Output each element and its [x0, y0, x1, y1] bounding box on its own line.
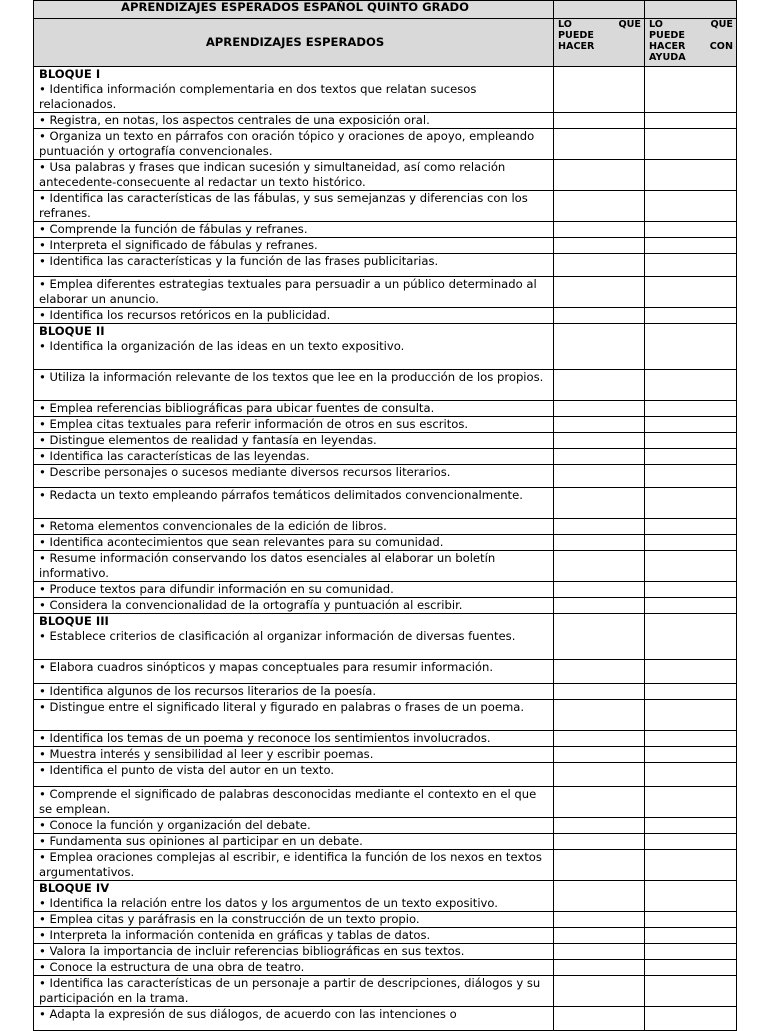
outcome-text: • Comprende la función de fábulas y refranes.	[39, 222, 308, 236]
outcome-cell	[34, 191, 554, 222]
table-row	[34, 598, 737, 614]
outcome-cell	[34, 417, 554, 433]
outcome-text: • Identifica la relación entre los datos y los argumentos de un texto expositivo.	[39, 896, 498, 910]
can-do-checkbox-cell[interactable]	[554, 1007, 645, 1031]
outcome-cell	[34, 308, 554, 324]
table-row	[34, 944, 737, 960]
table-row	[34, 731, 737, 747]
outcome-cell	[34, 519, 554, 535]
outcome-text: • Resume información conservando los datos esenciales al elaborar un boletín informativo.	[39, 551, 496, 580]
can-do-with-help-checkbox-cell[interactable]	[645, 551, 737, 582]
can-do-with-help-checkbox-cell[interactable]	[645, 582, 737, 598]
outcome-text: • Conoce la función y organización del debate.	[39, 818, 311, 832]
outcome-text: • Adapta la expresión de sus diálogos, de acuerdo con las intenciones o	[39, 1007, 457, 1021]
header-can-do-line: PUEDE	[558, 30, 594, 41]
table-row	[34, 535, 737, 551]
table-row	[34, 660, 737, 684]
outcome-text: • Fundamenta sus opiniones al participar en un debate.	[39, 834, 363, 848]
can-do-with-help-checkbox-cell[interactable]	[645, 763, 737, 787]
outcome-cell	[34, 324, 554, 370]
can-do-checkbox-cell[interactable]	[554, 551, 645, 582]
outcome-text: • Emplea citas textuales para referir información de otros en sus escritos.	[39, 417, 469, 431]
table-row	[34, 401, 737, 417]
outcome-cell	[34, 433, 554, 449]
can-do-checkbox-cell[interactable]	[554, 976, 645, 1007]
block-heading: BLOQUE II	[39, 324, 105, 338]
can-do-with-help-checkbox-cell[interactable]	[645, 113, 737, 129]
can-do-with-help-checkbox-cell[interactable]	[645, 1007, 737, 1031]
table-row	[34, 277, 737, 308]
table-row	[34, 449, 737, 465]
table-row	[34, 976, 737, 1007]
can-do-with-help-checkbox-cell[interactable]	[645, 976, 737, 1007]
table-row	[34, 113, 737, 129]
can-do-with-help-checkbox-cell[interactable]	[645, 850, 737, 881]
can-do-with-help-checkbox-cell[interactable]	[645, 129, 737, 160]
can-do-checkbox-cell[interactable]	[554, 787, 645, 818]
can-do-with-help-checkbox-cell[interactable]	[645, 160, 737, 191]
can-do-checkbox-cell[interactable]	[554, 113, 645, 129]
can-do-checkbox-cell[interactable]	[554, 960, 645, 976]
can-do-checkbox-cell[interactable]	[554, 582, 645, 598]
can-do-checkbox-cell[interactable]	[554, 238, 645, 254]
table-row	[34, 254, 737, 277]
can-do-checkbox-cell[interactable]	[554, 850, 645, 881]
outcome-text: • Emplea citas y paráfrasis en la construcción de un texto propio.	[39, 912, 420, 926]
can-do-with-help-checkbox-cell[interactable]	[645, 238, 737, 254]
outcome-text: • Emplea oraciones complejas al escribir, e identifica la función de los nexos en textos argumentativos.	[39, 850, 542, 879]
outcome-text: • Emplea diferentes estrategias textuales para persuadir a un público determinado al elaborar un anuncio.	[39, 277, 537, 306]
header-can-do	[554, 19, 645, 67]
block-heading: BLOQUE I	[39, 67, 101, 81]
can-do-with-help-checkbox-cell[interactable]	[645, 191, 737, 222]
outcome-cell	[34, 401, 554, 417]
outcome-text: • Emplea referencias bibliográficas para ubicar fuentes de consulta.	[39, 401, 435, 415]
can-do-checkbox-cell[interactable]	[554, 519, 645, 535]
learning-outcomes-table	[33, 0, 737, 1031]
can-do-checkbox-cell[interactable]	[554, 881, 645, 912]
can-do-with-help-checkbox-cell[interactable]	[645, 614, 737, 660]
header-can-do-with-help	[645, 19, 737, 67]
outcome-cell	[34, 944, 554, 960]
title-blank-cell	[645, 1, 737, 19]
can-do-with-help-checkbox-cell[interactable]	[645, 684, 737, 700]
outcome-cell	[34, 850, 554, 881]
can-do-with-help-checkbox-cell[interactable]	[645, 535, 737, 551]
table-row	[34, 222, 737, 238]
table-row	[34, 191, 737, 222]
outcome-text: • Identifica información complementaria en dos textos que relatan sucesos relacionados.	[39, 82, 477, 111]
outcome-cell	[34, 449, 554, 465]
header-help-line: PUEDE	[649, 30, 685, 41]
outcome-cell	[34, 834, 554, 850]
can-do-checkbox-cell[interactable]	[554, 401, 645, 417]
can-do-with-help-checkbox-cell[interactable]	[645, 700, 737, 731]
header-can-do-line: LO QUE	[558, 19, 641, 30]
table-row	[34, 700, 737, 731]
outcome-text: • Identifica las características y la función de las frases publicitarias.	[39, 254, 439, 268]
can-do-checkbox-cell[interactable]	[554, 129, 645, 160]
outcome-text: • Identifica algunos de los recursos literarios de la poesía.	[39, 684, 377, 698]
outcome-text: • Interpreta la información contenida en gráficas y tablas de datos.	[39, 928, 431, 942]
outcome-text: • Identifica las características de las leyendas.	[39, 449, 310, 463]
can-do-with-help-checkbox-cell[interactable]	[645, 417, 737, 433]
table-row	[34, 488, 737, 519]
can-do-checkbox-cell[interactable]	[554, 488, 645, 519]
can-do-with-help-checkbox-cell[interactable]	[645, 881, 737, 912]
outcome-cell	[34, 598, 554, 614]
outcome-cell	[34, 582, 554, 598]
can-do-checkbox-cell[interactable]	[554, 928, 645, 944]
outcome-text: • Identifica los temas de un poema y reconoce los sentimientos involucrados.	[39, 731, 491, 745]
outcome-text: • Produce textos para difundir información en su comunidad.	[39, 582, 394, 596]
can-do-checkbox-cell[interactable]	[554, 160, 645, 191]
table-row	[34, 324, 737, 370]
can-do-checkbox-cell[interactable]	[554, 535, 645, 551]
outcome-text: • Conoce la estructura de una obra de teatro.	[39, 960, 305, 974]
document-title: APRENDIZAJES ESPERADOS ESPAÑOL QUINTO GRADO	[34, 1, 554, 19]
outcome-cell	[34, 254, 554, 277]
can-do-checkbox-cell[interactable]	[554, 818, 645, 834]
can-do-checkbox-cell[interactable]	[554, 370, 645, 401]
table-row	[34, 582, 737, 598]
outcome-text: • Elabora cuadros sinópticos y mapas conceptuales para resumir información.	[39, 660, 494, 674]
can-do-with-help-checkbox-cell[interactable]	[645, 731, 737, 747]
table-row	[34, 834, 737, 850]
can-do-with-help-checkbox-cell[interactable]	[645, 912, 737, 928]
can-do-with-help-checkbox-cell[interactable]	[645, 960, 737, 976]
table-row	[34, 433, 737, 449]
can-do-checkbox-cell[interactable]	[554, 254, 645, 277]
title-row	[34, 1, 737, 19]
can-do-with-help-checkbox-cell[interactable]	[645, 308, 737, 324]
can-do-with-help-checkbox-cell[interactable]	[645, 818, 737, 834]
table-row	[34, 818, 737, 834]
outcome-cell	[34, 818, 554, 834]
can-do-checkbox-cell[interactable]	[554, 700, 645, 731]
outcome-text: • Organiza un texto en párrafos con oración tópico y oraciones de apoyo, empleando puntuación y ortografía convencionales.	[39, 129, 535, 158]
table-row	[34, 684, 737, 700]
can-do-checkbox-cell[interactable]	[554, 912, 645, 928]
outcome-text: • Utiliza la información relevante de los textos que lee en la producción de los propios.	[39, 370, 544, 384]
outcome-text: • Distingue elementos de realidad y fantasía en leyendas.	[39, 433, 377, 447]
table-row	[34, 370, 737, 401]
can-do-checkbox-cell[interactable]	[554, 465, 645, 488]
outcome-cell	[34, 763, 554, 787]
can-do-checkbox-cell[interactable]	[554, 277, 645, 308]
can-do-with-help-checkbox-cell[interactable]	[645, 928, 737, 944]
can-do-with-help-checkbox-cell[interactable]	[645, 519, 737, 535]
can-do-with-help-checkbox-cell[interactable]	[645, 401, 737, 417]
can-do-checkbox-cell[interactable]	[554, 834, 645, 850]
table-row	[34, 465, 737, 488]
can-do-with-help-checkbox-cell[interactable]	[645, 222, 737, 238]
can-do-with-help-checkbox-cell[interactable]	[645, 370, 737, 401]
outcome-cell	[34, 660, 554, 684]
block-heading: BLOQUE III	[39, 614, 109, 628]
can-do-checkbox-cell[interactable]	[554, 598, 645, 614]
can-do-with-help-checkbox-cell[interactable]	[645, 433, 737, 449]
outcome-cell	[34, 129, 554, 160]
table-row	[34, 912, 737, 928]
can-do-checkbox-cell[interactable]	[554, 324, 645, 370]
can-do-with-help-checkbox-cell[interactable]	[645, 488, 737, 519]
outcome-cell	[34, 700, 554, 731]
outcome-cell	[34, 488, 554, 519]
outcome-cell	[34, 370, 554, 401]
table-row	[34, 308, 737, 324]
can-do-checkbox-cell[interactable]	[554, 747, 645, 763]
outcome-cell	[34, 912, 554, 928]
can-do-checkbox-cell[interactable]	[554, 944, 645, 960]
table-row	[34, 928, 737, 944]
outcome-cell	[34, 684, 554, 700]
outcome-text: • Comprende el significado de palabras desconocidas mediante el contexto en el que se emplean.	[39, 787, 537, 816]
can-do-with-help-checkbox-cell[interactable]	[645, 449, 737, 465]
can-do-checkbox-cell[interactable]	[554, 449, 645, 465]
header-help-line: LO QUE	[649, 19, 733, 30]
outcome-text: • Considera la convencionalidad de la ortografía y puntuación al escribir.	[39, 598, 463, 612]
outcome-cell	[34, 160, 554, 191]
can-do-checkbox-cell[interactable]	[554, 660, 645, 684]
can-do-with-help-checkbox-cell[interactable]	[645, 324, 737, 370]
outcome-text: • Registra, en notas, los aspectos centrales de una exposición oral.	[39, 113, 430, 127]
outcome-cell	[34, 238, 554, 254]
outcome-text: • Valora la importancia de incluir referencias bibliográficas en sus textos.	[39, 944, 465, 958]
outcome-cell	[34, 731, 554, 747]
outcome-cell	[34, 960, 554, 976]
outcome-cell	[34, 747, 554, 763]
outcome-cell	[34, 222, 554, 238]
outcome-text: • Describe personajes o sucesos mediante diversos recursos literarios.	[39, 465, 451, 479]
table-row	[34, 881, 737, 912]
can-do-checkbox-cell[interactable]	[554, 417, 645, 433]
table-row	[34, 417, 737, 433]
can-do-with-help-checkbox-cell[interactable]	[645, 747, 737, 763]
header-help-line: AYUDA	[649, 52, 686, 63]
outcome-cell	[34, 928, 554, 944]
outcome-cell	[34, 277, 554, 308]
table-row	[34, 238, 737, 254]
can-do-with-help-checkbox-cell[interactable]	[645, 834, 737, 850]
outcome-text: • Establece criterios de clasificación al organizar información de diversas fuentes.	[39, 629, 516, 643]
header-row	[34, 19, 737, 67]
can-do-with-help-checkbox-cell[interactable]	[645, 277, 737, 308]
outcome-cell	[34, 465, 554, 488]
outcome-text: • Redacta un texto empleando párrafos temáticos delimitados convencionalmente.	[39, 488, 523, 502]
can-do-with-help-checkbox-cell[interactable]	[645, 660, 737, 684]
table-row	[34, 160, 737, 191]
can-do-with-help-checkbox-cell[interactable]	[645, 944, 737, 960]
outcome-cell	[34, 881, 554, 912]
outcome-text: • Identifica los recursos retóricos en la publicidad.	[39, 308, 331, 322]
outcome-cell	[34, 787, 554, 818]
can-do-checkbox-cell[interactable]	[554, 731, 645, 747]
outcome-cell	[34, 976, 554, 1007]
table-row	[34, 960, 737, 976]
table-row	[34, 67, 737, 113]
outcome-text: • Muestra interés y sensibilidad al leer y escribir poemas.	[39, 747, 374, 761]
outcome-text: • Identifica las características de un personaje a partir de descripciones, diálogos y su participación en la trama.	[39, 976, 541, 1005]
outcome-text: • Usa palabras y frases que indican sucesión y simultaneidad, así como relación antecedente-consecuente al redactar un texto histórico.	[39, 160, 506, 189]
can-do-checkbox-cell[interactable]	[554, 191, 645, 222]
table-row	[34, 614, 737, 660]
can-do-checkbox-cell[interactable]	[554, 684, 645, 700]
table-row	[34, 519, 737, 535]
can-do-checkbox-cell[interactable]	[554, 433, 645, 449]
outcome-cell	[34, 1007, 554, 1031]
can-do-checkbox-cell[interactable]	[554, 763, 645, 787]
can-do-with-help-checkbox-cell[interactable]	[645, 787, 737, 818]
outcome-text: • Identifica la organización de las ideas en un texto expositivo.	[39, 339, 405, 353]
table-row	[34, 1007, 737, 1031]
header-help-line: HACER CON	[649, 41, 733, 52]
title-blank-cell	[554, 1, 645, 19]
outcome-text: • Interpreta el significado de fábulas y refranes.	[39, 238, 318, 252]
header-outcomes: APRENDIZAJES ESPERADOS	[34, 19, 554, 67]
table-row	[34, 787, 737, 818]
table-row	[34, 551, 737, 582]
table-row	[34, 850, 737, 881]
can-do-checkbox-cell[interactable]	[554, 222, 645, 238]
outcome-cell	[34, 535, 554, 551]
outcome-text: • Identifica las características de las fábulas, y sus semejanzas y diferencias con los refranes.	[39, 191, 528, 220]
outcome-text: • Retoma elementos convencionales de la edición de libros.	[39, 519, 387, 533]
can-do-checkbox-cell[interactable]	[554, 308, 645, 324]
can-do-checkbox-cell[interactable]	[554, 614, 645, 660]
can-do-with-help-checkbox-cell[interactable]	[645, 254, 737, 277]
can-do-with-help-checkbox-cell[interactable]	[645, 465, 737, 488]
table-row	[34, 763, 737, 787]
outcome-text: • Identifica el punto de vista del autor en un texto.	[39, 763, 335, 777]
can-do-checkbox-cell[interactable]	[554, 67, 645, 113]
outcome-cell	[34, 614, 554, 660]
outcome-cell	[34, 551, 554, 582]
outcome-cell	[34, 67, 554, 113]
outcome-cell	[34, 113, 554, 129]
table-row	[34, 747, 737, 763]
outcome-text: • Distingue entre el significado literal y figurado en palabras o frases de un poema.	[39, 700, 525, 714]
outcome-text: • Identifica acontecimientos que sean relevantes para su comunidad.	[39, 535, 444, 549]
can-do-with-help-checkbox-cell[interactable]	[645, 598, 737, 614]
block-heading: BLOQUE IV	[39, 881, 110, 895]
table-row	[34, 129, 737, 160]
can-do-with-help-checkbox-cell[interactable]	[645, 67, 737, 113]
header-can-do-line: HACER	[558, 41, 595, 52]
